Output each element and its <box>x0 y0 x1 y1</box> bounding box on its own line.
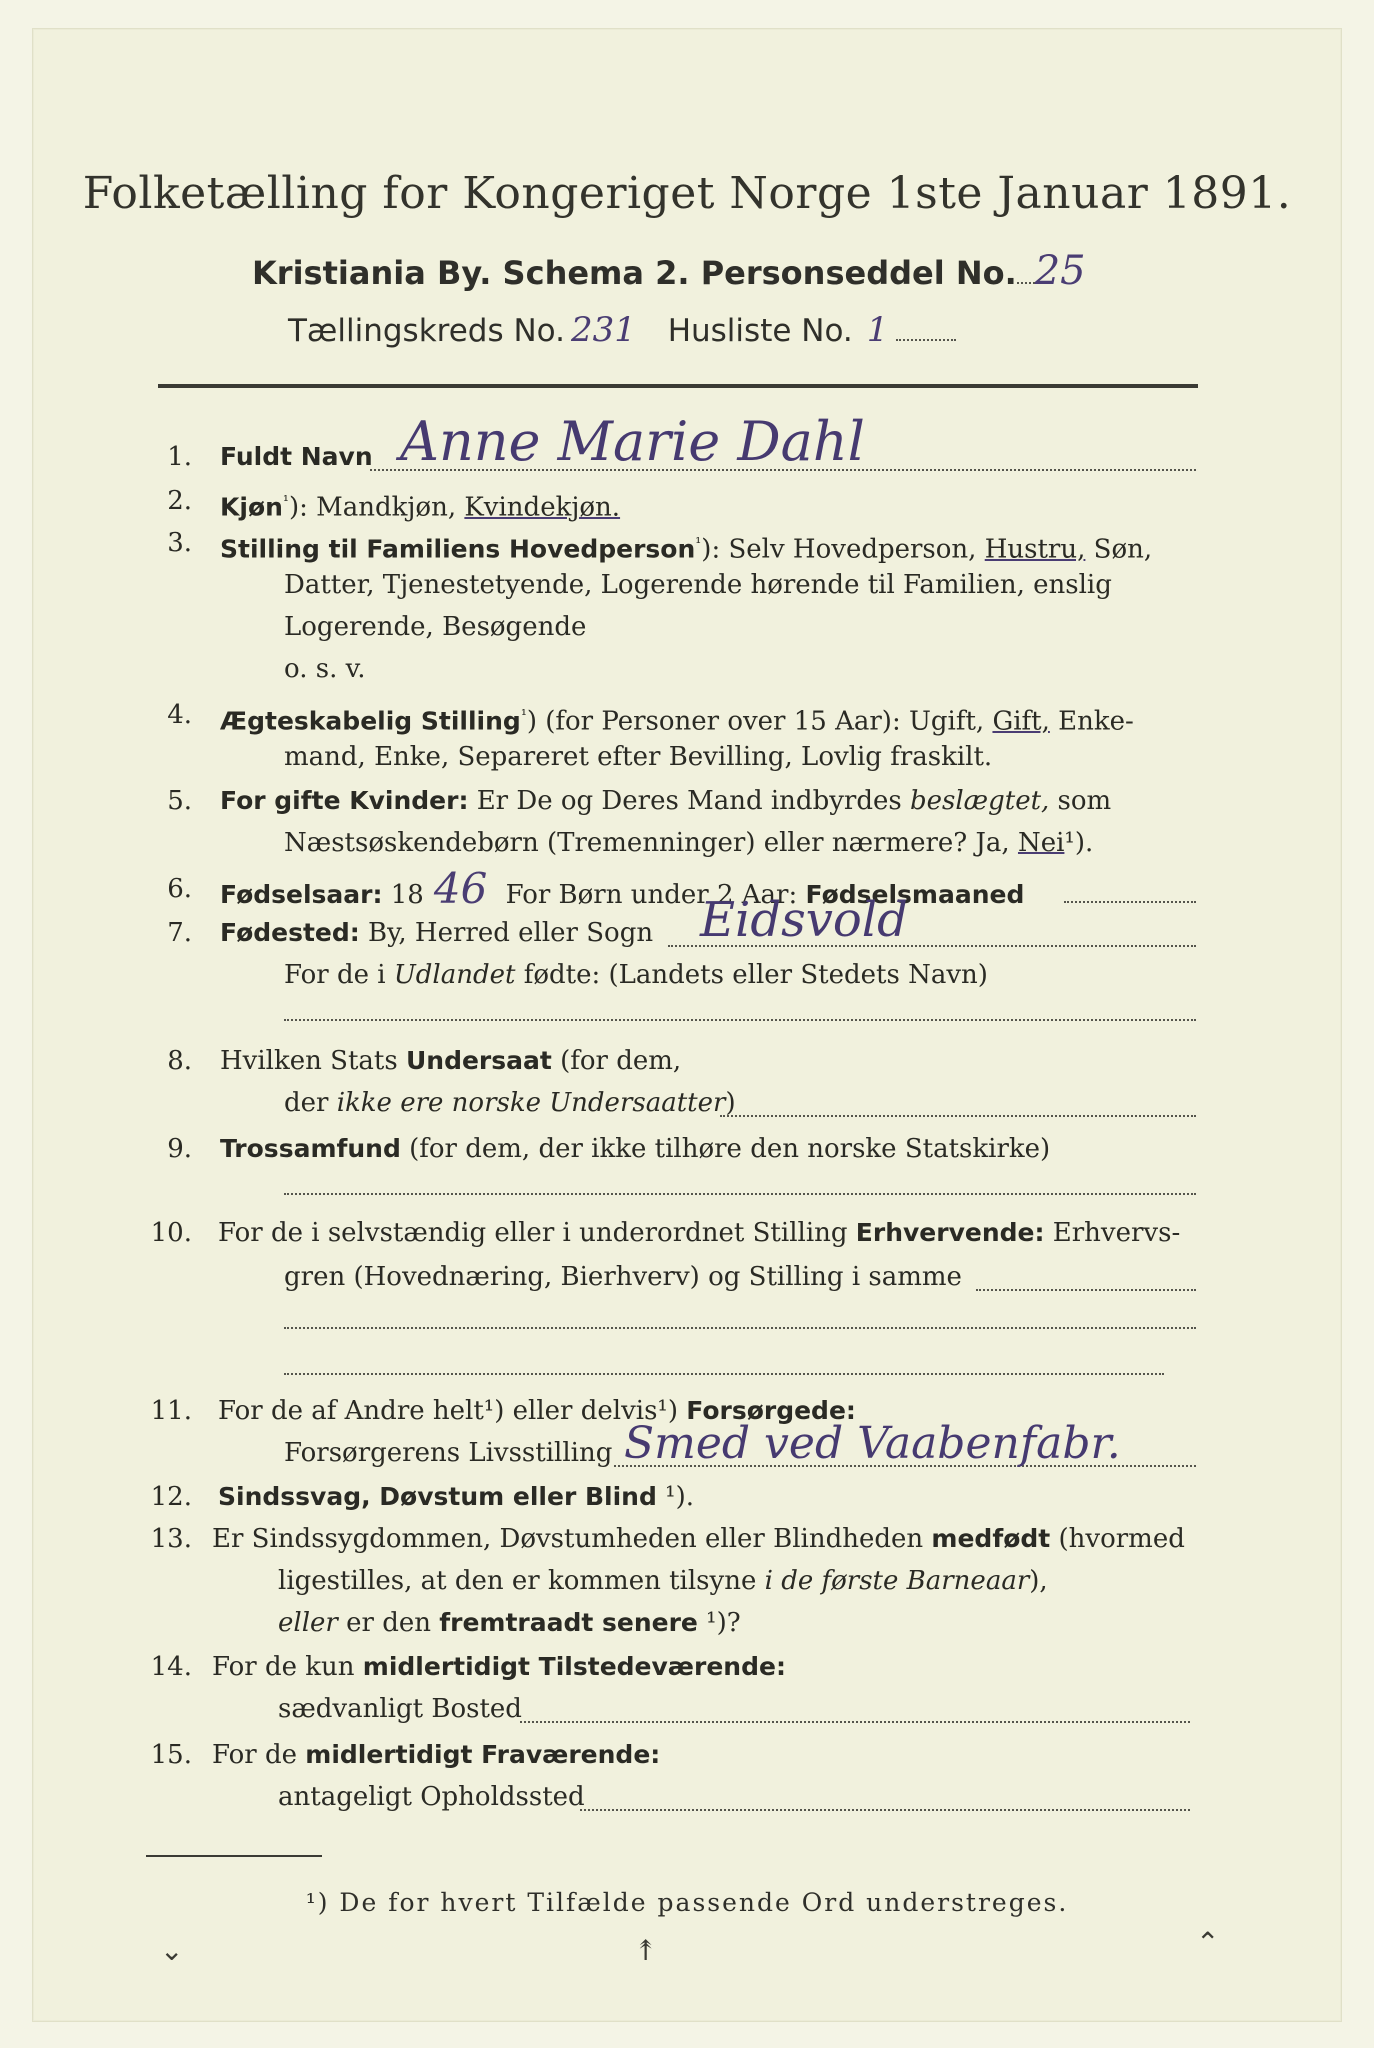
item-text: mand, Enke, Separeret efter Bevilling, Lovlig fraskilt. <box>284 742 993 772</box>
personseddel-number: 25 <box>1034 248 1086 294</box>
footnote-ref: ¹ <box>520 706 527 724</box>
item-text: For de <box>212 1740 306 1770</box>
item-number: 8. <box>167 1046 192 1076</box>
item-text: Forsørgerens Livsstilling <box>284 1438 613 1468</box>
item-text: Søn, <box>1085 534 1153 565</box>
item-text: ) <box>725 1088 736 1118</box>
item-text: beslægtet, <box>909 786 1050 816</box>
item-text: som <box>1049 786 1112 816</box>
item-number: 14. <box>150 1652 192 1682</box>
item-label: Ægteskabelig Stilling <box>220 706 521 736</box>
item-label: Kjøn <box>220 492 283 522</box>
item-text: ¹). <box>1064 828 1094 858</box>
item-number: 7. <box>167 918 192 948</box>
item-text: eller <box>278 1608 338 1638</box>
item-number: 3. <box>167 528 192 558</box>
item-label: Fuldt Navn <box>220 442 373 471</box>
dot-leader <box>580 1808 1190 1811</box>
item-text: (hvormed <box>1050 1524 1185 1554</box>
footnote: ¹) De for hvert Tilfælde passende Ord understreges. <box>305 1888 1069 1917</box>
dot-line <box>284 1372 1164 1375</box>
item-label: Fødselsmaaned <box>805 880 1025 909</box>
item-text: For de af Andre helt¹) eller delvis¹) <box>218 1396 687 1426</box>
item-label: Undersaat <box>405 1046 552 1075</box>
item-text: Næstsøskendebørn (Tremenninger) eller nærmere? Ja, <box>284 828 1018 858</box>
item-label: Forsørgede: <box>686 1396 856 1425</box>
item-text: Datter, Tjenestetyende, Logerende hørende til Familien, enslig <box>284 570 1112 600</box>
item-text: ), <box>1029 1566 1048 1596</box>
footnote-ref: ¹ <box>695 534 702 552</box>
dot-leader <box>720 1114 1196 1117</box>
selected-option: Hustru, <box>984 534 1086 565</box>
item-text: Enke- <box>1049 706 1134 737</box>
dot-line <box>284 1326 1196 1329</box>
dot-leader <box>520 1720 1190 1723</box>
item-number: 9. <box>167 1134 192 1164</box>
item-number: 1. <box>167 442 192 472</box>
item-label: Sindssvag, Døvstum eller Blind <box>218 1482 657 1511</box>
item-text: Logerende, Besøgende <box>284 612 587 642</box>
subtitle-text: Kristiania By. Schema 2. Personseddel No. <box>252 254 1017 292</box>
husliste-number: 1 <box>866 310 889 350</box>
husliste-label: Husliste No. <box>667 313 853 349</box>
birth-year-value: 46 <box>433 864 488 913</box>
header-rule <box>158 384 1198 388</box>
item-text: Hvilken Stats <box>220 1046 406 1076</box>
item-text: Er De og Deres Mand indbyrdes <box>468 786 910 816</box>
item-label: Fødselsaar: <box>220 880 383 909</box>
item-text: (for dem, <box>551 1046 682 1076</box>
item-label: medfødt <box>931 1524 1051 1553</box>
item-text: Erhvervs- <box>1044 1218 1181 1248</box>
item-text: Udlandet <box>393 960 516 990</box>
item-text: ): Mandkjøn, <box>288 492 465 523</box>
selected-option: Gift, <box>992 706 1050 737</box>
kreds-label: Tællingskreds No. <box>288 313 565 349</box>
kreds-line <box>288 310 956 350</box>
item-label: fremtraadt senere <box>439 1608 698 1637</box>
item-text: By, Herred eller Sogn <box>359 918 654 948</box>
item-text: ¹)? <box>697 1608 741 1638</box>
item-number: 4. <box>167 700 192 730</box>
item-number: 2. <box>167 486 192 516</box>
item-label: midlertidigt Tilstedeværende: <box>362 1652 786 1681</box>
item-number: 10. <box>150 1218 192 1248</box>
item-text: Er Sindssygdommen, Døvstumheden eller Blindheden <box>212 1524 932 1554</box>
item-number: 5. <box>167 786 192 816</box>
form-title: Folketælling for Kongeriget Norge 1ste Januar 1891. <box>82 168 1292 219</box>
item-text: ikke ere norske Undersaatter <box>336 1088 726 1118</box>
item-label: Stilling til Familiens Hovedperson <box>220 534 696 564</box>
item-text: For de kun <box>212 1652 363 1682</box>
item-text: i de første Barneaar <box>764 1566 1030 1596</box>
dot-line <box>284 1192 1196 1195</box>
item-text: For de i <box>284 960 394 990</box>
item-number: 15. <box>150 1740 192 1770</box>
item-label: For gifte Kvinder: <box>220 786 469 815</box>
item-text: gren (Hovednæring, Bierhverv) og Stilling i samme <box>284 1262 962 1292</box>
dot-leader <box>976 1288 1196 1291</box>
item-label: Trossamfund <box>220 1134 401 1163</box>
item-text: o. s. v. <box>284 654 366 684</box>
form-subtitle <box>252 248 1086 294</box>
birthplace-value: Eidsvold <box>700 892 908 948</box>
item-text: ) (for Personer over 15 Aar): Ugift, <box>526 706 993 737</box>
item-text: ¹). <box>656 1482 694 1512</box>
item-text: antageligt Opholdssted <box>278 1782 585 1812</box>
item-number: 11. <box>150 1396 192 1426</box>
item-text: fødte: (Landets eller Stedets Navn) <box>515 960 988 990</box>
item-text: For Børn under 2 Aar: <box>497 880 806 910</box>
dot-leader <box>1064 900 1196 903</box>
dot-leader <box>896 338 956 341</box>
item-text: For de i selvstændig eller i underordnet Stilling <box>218 1218 856 1248</box>
item-text: sædvanligt Bosted <box>278 1694 522 1724</box>
selected-option: Nei <box>1017 828 1065 858</box>
dot-leader <box>1017 281 1035 284</box>
corner-mark-icon: ⌄ <box>160 1934 184 1967</box>
footnote-rule <box>146 1855 322 1857</box>
item-label: Fødested: <box>220 918 360 947</box>
kreds-number: 231 <box>570 310 636 350</box>
item-text: (for dem, der ikke tilhøre den norske Statskirke) <box>400 1134 1051 1164</box>
item-text: der <box>284 1088 337 1118</box>
corner-mark-icon: ⌃ <box>1196 1926 1220 1959</box>
item-text: er den <box>337 1608 440 1638</box>
footnote-ref: ¹ <box>282 492 289 510</box>
item-text: 18 <box>382 880 424 910</box>
item-number: 13. <box>150 1524 192 1554</box>
provider-occupation-value: Smed ved Vaabenfabr. <box>624 1418 1121 1469</box>
dot-line <box>284 1018 1196 1021</box>
item-number: 12. <box>150 1482 192 1512</box>
selected-option: Kvindekjøn. <box>464 492 621 523</box>
item-text: ): Selv Hovedperson, <box>701 534 985 565</box>
item-label: Erhvervende: <box>855 1218 1045 1247</box>
full-name-value: Anne Marie Dahl <box>400 410 865 473</box>
item-number: 6. <box>167 874 192 904</box>
item-text: ligestilles, at den er kommen tilsyne <box>278 1566 765 1596</box>
center-mark-icon: ↟ <box>634 1934 658 1967</box>
item-label: midlertidigt Fraværende: <box>305 1740 661 1769</box>
